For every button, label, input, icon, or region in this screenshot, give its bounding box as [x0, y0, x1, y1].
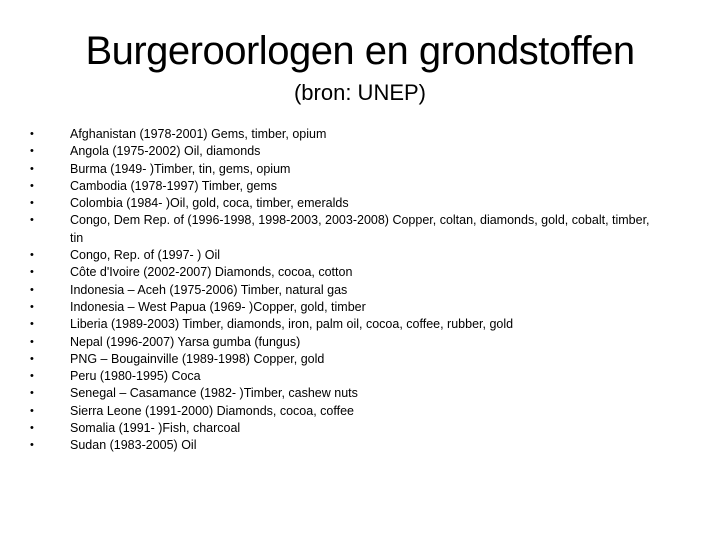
- bullet-icon: •: [30, 422, 34, 435]
- list-item-text: Congo, Dem Rep. of (1996-1998, 1998-2003, 2003-2008) Copper, coltan, diamonds, gold, cobalt, timber, tin: [70, 213, 650, 245]
- list-item-text: PNG – Bougainville (1989-1998) Copper, gold: [70, 351, 325, 366]
- list-item-text: Colombia (1984- )Oil, gold, coca, timber, emeralds: [70, 196, 349, 211]
- bullet-icon: •: [30, 266, 34, 279]
- list-item-text: Burma (1949- )Timber, tin, gems, opium: [70, 161, 291, 176]
- list-item-text: Indonesia – Aceh (1975-2006) Timber, natural gas: [70, 282, 348, 297]
- conflict-resource-list: [24, 126, 704, 455]
- list-item-text: Peru (1980-1995) Coca: [70, 369, 201, 384]
- bullet-icon: •: [30, 249, 34, 262]
- bullet-icon: •: [30, 335, 34, 348]
- list-item-text: Cambodia (1978-1997) Timber, gems: [70, 178, 278, 193]
- list-item-text: Congo, Rep. of (1997- ) Oil: [70, 248, 221, 263]
- list-item: [24, 126, 704, 143]
- list-item-text: Côte d'Ivoire (2002-2007) Diamonds, cocoa, cotton: [70, 265, 353, 280]
- bullet-icon: •: [30, 318, 34, 331]
- bullet-icon: •: [30, 300, 34, 313]
- bullet-icon: •: [30, 352, 34, 365]
- list-item: [24, 334, 704, 351]
- list-item: [24, 299, 704, 316]
- list-item: [24, 420, 704, 437]
- list-item: [24, 282, 704, 299]
- list-item: [24, 437, 704, 454]
- list-item: [24, 212, 704, 247]
- list-item: [24, 178, 704, 195]
- list-item: [24, 264, 704, 281]
- bullet-icon: •: [30, 197, 34, 210]
- list-item-text: Senegal – Casamance (1982- )Timber, cashew nuts: [70, 386, 358, 401]
- bullet-icon: •: [30, 162, 34, 175]
- bullet-icon: •: [30, 179, 34, 192]
- bullet-icon: •: [30, 370, 34, 383]
- list-item: [24, 368, 704, 385]
- list-item: [24, 316, 704, 333]
- bullet-icon: •: [30, 128, 34, 140]
- list-item-text: Somalia (1991- )Fish, charcoal: [70, 421, 241, 436]
- list-item-text: Sierra Leone (1991-2000) Diamonds, cocoa, coffee: [70, 403, 354, 418]
- list-item-text: Indonesia – West Papua (1969- )Copper, gold, timber: [70, 299, 366, 314]
- bullet-icon: •: [30, 283, 34, 296]
- list-item: [24, 161, 704, 178]
- bullet-icon: •: [30, 404, 34, 417]
- list-item-text: Angola (1975-2002) Oil, diamonds: [70, 144, 261, 159]
- bullet-icon: •: [30, 387, 34, 400]
- list-item-text: Sudan (1983-2005) Oil: [70, 438, 197, 453]
- slide-title: Burgeroorlogen en grondstoffen: [85, 29, 635, 73]
- bullet-icon: •: [30, 145, 34, 158]
- bullet-icon: •: [30, 439, 34, 452]
- slide-subtitle: [0, 79, 720, 107]
- list-item: [24, 403, 704, 420]
- list-item: [24, 351, 704, 368]
- list-item-text: Nepal (1996-2007) Yarsa gumba (fungus): [70, 334, 301, 349]
- list-item: [24, 195, 704, 212]
- list-item-text: Afghanistan (1978-2001) Gems, timber, opium: [70, 127, 327, 141]
- list-item: [24, 385, 704, 402]
- source-label: (bron: UNEP): [293, 80, 427, 105]
- list-item: [24, 143, 704, 160]
- bullet-icon: •: [30, 214, 34, 227]
- list-item-text: Liberia (1989-2003) Timber, diamonds, iron, palm oil, cocoa, coffee, rubber, gold: [70, 317, 514, 332]
- list-item: [24, 247, 704, 264]
